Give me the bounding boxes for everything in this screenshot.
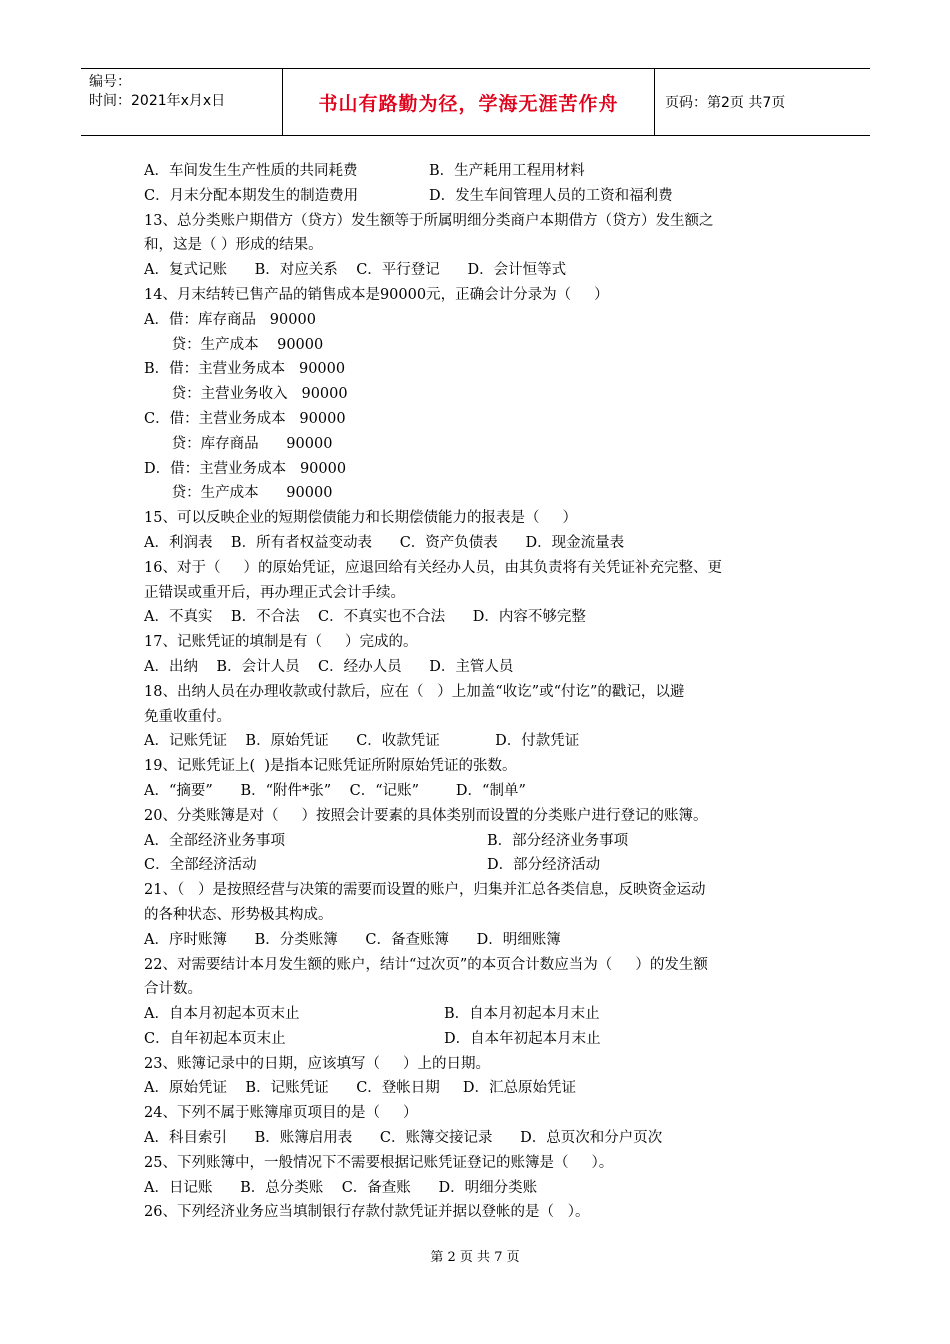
text-line: A．记账凭证 B．原始凭证 C．收款凭证 D．付款凭证 xyxy=(144,733,580,750)
text-line xyxy=(144,829,824,854)
text-line: A．借：库存商品 90000 xyxy=(144,311,316,328)
text-line: A．出纳 B．会计人员 C．经办人员 D．主管人员 xyxy=(144,658,514,675)
text-line: A．日记账 B．总分类账 C．备查账 D．明细分类账 xyxy=(144,1179,538,1196)
text-line: 25、下列账簿中，一般情况下不需要根据记账凭证登记的账簿是（ ）。 xyxy=(144,1154,614,1171)
doc-time-label: 时间：2021年x月x日 xyxy=(89,93,226,109)
text-line: 的各种状态、形势极其构成。 xyxy=(144,906,333,923)
option-column: B．生产耗用工程用材料 xyxy=(429,163,585,179)
text-line: 正错误或重开后，再办理正式会计手续。 xyxy=(144,584,405,601)
text-line: 21、（ ）是按照经营与决策的需要而设置的账户，归集并汇总各类信息，反映资金运动 xyxy=(144,882,706,899)
option-column: D．部分经济活动 xyxy=(487,857,601,874)
text-line xyxy=(144,1002,824,1027)
option-column: C．月末分配本期发生的制造费用 xyxy=(144,187,359,204)
page-footer: 第 2 页 共 7 页 xyxy=(430,1250,520,1265)
page-header xyxy=(81,68,870,136)
text-line: 23、账簿记录中的日期，应该填写（ ）上的日期。 xyxy=(144,1055,490,1072)
text-line: A．不真实 B．不合法 C．不真实也不合法 D．内容不够完整 xyxy=(144,609,586,626)
header-page-info-cell xyxy=(655,69,870,135)
text-line: D．借：主营业务成本 90000 xyxy=(144,460,347,477)
header-motto: 书山有路勤为径，学海无涯苦作舟 xyxy=(318,92,619,115)
text-line: B．借：主营业务成本 90000 xyxy=(144,361,346,378)
option-column: A．全部经济业务事项 xyxy=(144,832,285,849)
option-column: A．车间发生生产性质的共同耗费 xyxy=(144,163,358,179)
text-line: A．序时账簿 B．分类账簿 C．备查账簿 D．明细账簿 xyxy=(144,931,561,948)
text-line xyxy=(144,853,824,878)
text-line xyxy=(144,184,824,209)
text-line: 26、下列经济业务应当填制银行存款付款凭证并据以登帐的是（ ）。 xyxy=(144,1204,590,1221)
text-line: A．复式记账 B．对应关系 C．平行登记 D．会计恒等式 xyxy=(144,262,567,279)
header-page-info: 页码：第2页 共7页 xyxy=(665,95,786,111)
text-line xyxy=(144,1027,824,1052)
text-line: 20、分类账簿是对（ ）按照会计要素的具体类别而设置的分类账户进行登记的账簿。 xyxy=(144,807,708,824)
text-line: A．原始凭证 B．记账凭证 C．登帐日期 D．汇总原始凭证 xyxy=(144,1080,576,1097)
text-line: 18、出纳人员在办理收款或付款后，应在（ ）上加盖“收讫”或“付讫”的戳记，以避 xyxy=(144,683,685,700)
text-line: 22、对需要结计本月发生额的账户，结计“过次页”的本页合计数应当为（ ）的发生额 xyxy=(144,956,708,973)
question-content xyxy=(144,159,824,1225)
text-line xyxy=(144,159,824,184)
text-line: 19、记账凭证上( )是指本记账凭证所附原始凭证的张数。 xyxy=(144,758,517,775)
option-column: C．全部经济活动 xyxy=(144,857,257,874)
text-line: 和，这是（ ）形成的结果。 xyxy=(144,237,323,254)
text-line: 16、对于（ ）的原始凭证，应退回给有关经办人员，由其负责将有关凭证补充完整、更 xyxy=(144,559,722,576)
text-line: 17、记账凭证的填制是有（ ）完成的。 xyxy=(144,634,418,651)
text-line: A．科目索引 B．账簿启用表 C．账簿交接记录 D．总页次和分户页次 xyxy=(144,1130,663,1147)
text-line: 贷：主营业务收入 90000 xyxy=(144,386,348,403)
text-line: 15、可以反映企业的短期偿债能力和长期偿债能力的报表是（ ） xyxy=(144,510,577,527)
option-column: B．自本月初起本月末止 xyxy=(444,1006,600,1023)
doc-code-label: 编号： xyxy=(89,74,131,90)
text-line: 贷：库存商品 90000 xyxy=(144,435,333,452)
option-column: D．发生车间管理人员的工资和福利费 xyxy=(429,187,673,204)
option-column: C．自年初起本页末止 xyxy=(144,1030,286,1047)
option-column: B．部分经济业务事项 xyxy=(487,832,629,849)
text-line: 14、月末结转已售产品的销售成本是90000元，正确会计分录为（ ） xyxy=(144,286,609,303)
text-line: A．“摘要” B．“附件*张” C．“记账” D．“制单” xyxy=(144,782,526,799)
text-line: 13、总分类账户期借方（贷方）发生额等于所属明细分类商户本期借方（贷方）发生额之 xyxy=(144,212,714,229)
text-line: A．利润表 B．所有者权益变动表 C．资产负债表 D．现金流量表 xyxy=(144,534,625,551)
text-line: 免重收重付。 xyxy=(144,708,231,725)
option-column: A．自本月初起本页末止 xyxy=(144,1006,300,1023)
text-line: 贷：生产成本 90000 xyxy=(144,336,324,353)
header-meta xyxy=(81,69,283,135)
text-line: 24、下列不属于账簿扉页项目的是（ ） xyxy=(144,1105,418,1122)
header-motto-cell xyxy=(283,69,655,135)
text-line: 贷：生产成本 90000 xyxy=(144,485,333,502)
text-line: 合计数。 xyxy=(144,981,202,998)
option-column: D．自本年初起本月末止 xyxy=(444,1030,601,1047)
text-line: C．借：主营业务成本 90000 xyxy=(144,410,346,427)
